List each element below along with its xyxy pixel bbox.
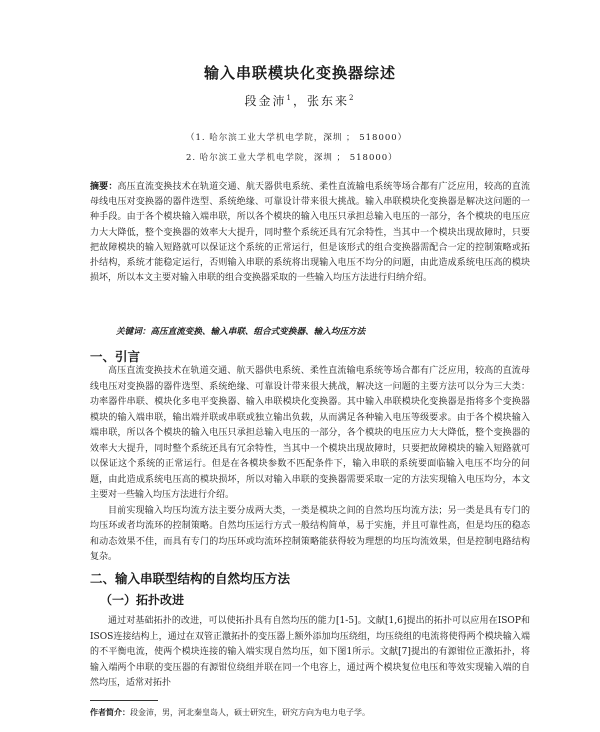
author-name: 张东来 [307, 94, 350, 108]
keywords [116, 325, 536, 337]
affiliation: 2. 哈尔滨工业大学机电学院，深圳 ； 518000） [186, 153, 398, 163]
abstract-text: 高压直流变换技术在轨道交通、航天器供电系统、柔性直流输电系统等场合都有广泛应用，较高的直流母线电压对变换器的器件选型、系统绝缘、可靠设计带来很大挑战。输入串联模块化变换器是解决这问题的一种手段。由于各个模块输入端串联，所以各个模块的输入电压只承担总输入电压的一部分，各个模块的电压应力大大降低，整个变换器的效率大大提升，同时整个系统还具有冗余特性，当其中一个模块出现故障时，只要把故障模块的输入短路就可以保证这个系统的正常运行，但是该形式的组合变换器需配合一定的控制策略或拓扑结构，系统才能稳定运行，否则输入串联的系统将出现输入电压不均分的问题，由此造成系统电压高的模块损坏，所以本文主要对输入串联的组合变换器采取的一些输入均压方法进行归纳介绍。 [90, 182, 530, 284]
author-affil-mark: 2 [349, 94, 356, 102]
author-affil-mark: 1 [286, 94, 293, 102]
abstract [90, 180, 530, 286]
author-bio-footnote [90, 707, 530, 718]
affiliation: （1. 哈尔滨工业大学机电学院，深圳 ； 518000） [186, 133, 408, 143]
paper-title: 输入串联模块化变换器综述 [203, 64, 396, 82]
author-name: 段金沛 [244, 94, 287, 108]
section-heading-natural-balance: 二、输入串联型结构的自然均压方法 [90, 571, 291, 586]
abstract-label: 摘要： [90, 182, 118, 192]
paragraph: 高压直流变换技术在轨道交通、航天器供电系统、柔性直流输电系统等场合都有广泛应用，较高的直流母线电压对变换器的器件选型、系统绝缘、可靠设计带来很大挑战，解决这一问题的主要方法可以分为三大类：功率器件串联、模块化多电平变换器、输入串联模块化变换器。其中输入串联模块化变换器是指将多个变换器模块的输入端串联，输出端并联或串联或独立输出负载，从而满足各种输入电压等级要求。由于各个模块输入端串联，所以各个模块的输入电压只承担总输入电压的一部分，各个模块的电压应力大大降低，整个变换器的效率大大提升，同时整个系统还具有冗余特性，当其中一个模块出现故障时，只要把故障模块的输入短路就可以保证这个系统的正常运行。但是在各模块参数不匹配条件下，输入串联的系统要面临输入电压不均分的问题，由此造成系统电压高的模块损坏，所以对输入串联的变换器需要采取一定的方法实现输入电压均分，本文主要对一些输入均压方法进行介绍。 [90, 366, 530, 500]
footnote-label: 作者简介： [90, 708, 130, 717]
intro-body [90, 364, 530, 566]
paragraph: 目前实现输入均压均流方法主要分成两大类，一类是模块之间的自然均压均流方法；另一类是具有专门的均压环或者均流环的控制策略。自然均压运行方式一般结构简单，易于实施，并且可靠性高，但是均压的稳态和动态效果不佳，而具有专门的均压环或均流环控制策略能获得较为理想的均压均流效果，但是控制电路结构复杂。 [90, 505, 530, 562]
keywords-label: 关键词： [116, 327, 151, 337]
paragraph: 通过对基础拓扑的改进，可以使拓扑具有自然均压的能力[1-5]。文献[1,6]提出的拓扑可以应用在ISOP和ISOS连接结构上，通过在双管正激拓扑的变压器上额外添加均压绕组，均压绕组的电流将使得两个模块输入端的不平衡电流，使两个模块连接的输入端实现自然均压，如下图1所示。文献[7]提出的有源钳位正激拓扑，将输入端两个串联的变压器的有源钳位绕组并联在同一个电容上，通过两个模块复位电压和等效实现输入端的自然均压，适常对拓扑 [90, 616, 530, 688]
keywords-text: 高压直流变换、输入串联、组合式变换器、输入均压方法 [150, 327, 366, 337]
footnote-text: 段金沛，男，河北秦皇岛人，硕士研究生，研究方向为电力电子学。 [130, 708, 370, 717]
footnote-divider [90, 700, 158, 701]
topology-body [90, 614, 530, 692]
section-heading-intro: 一、引言 [90, 349, 141, 364]
subsection-heading-topology: （一）拓扑改进 [100, 593, 185, 607]
author-line [0, 92, 600, 109]
author-separator: ， [292, 94, 307, 108]
